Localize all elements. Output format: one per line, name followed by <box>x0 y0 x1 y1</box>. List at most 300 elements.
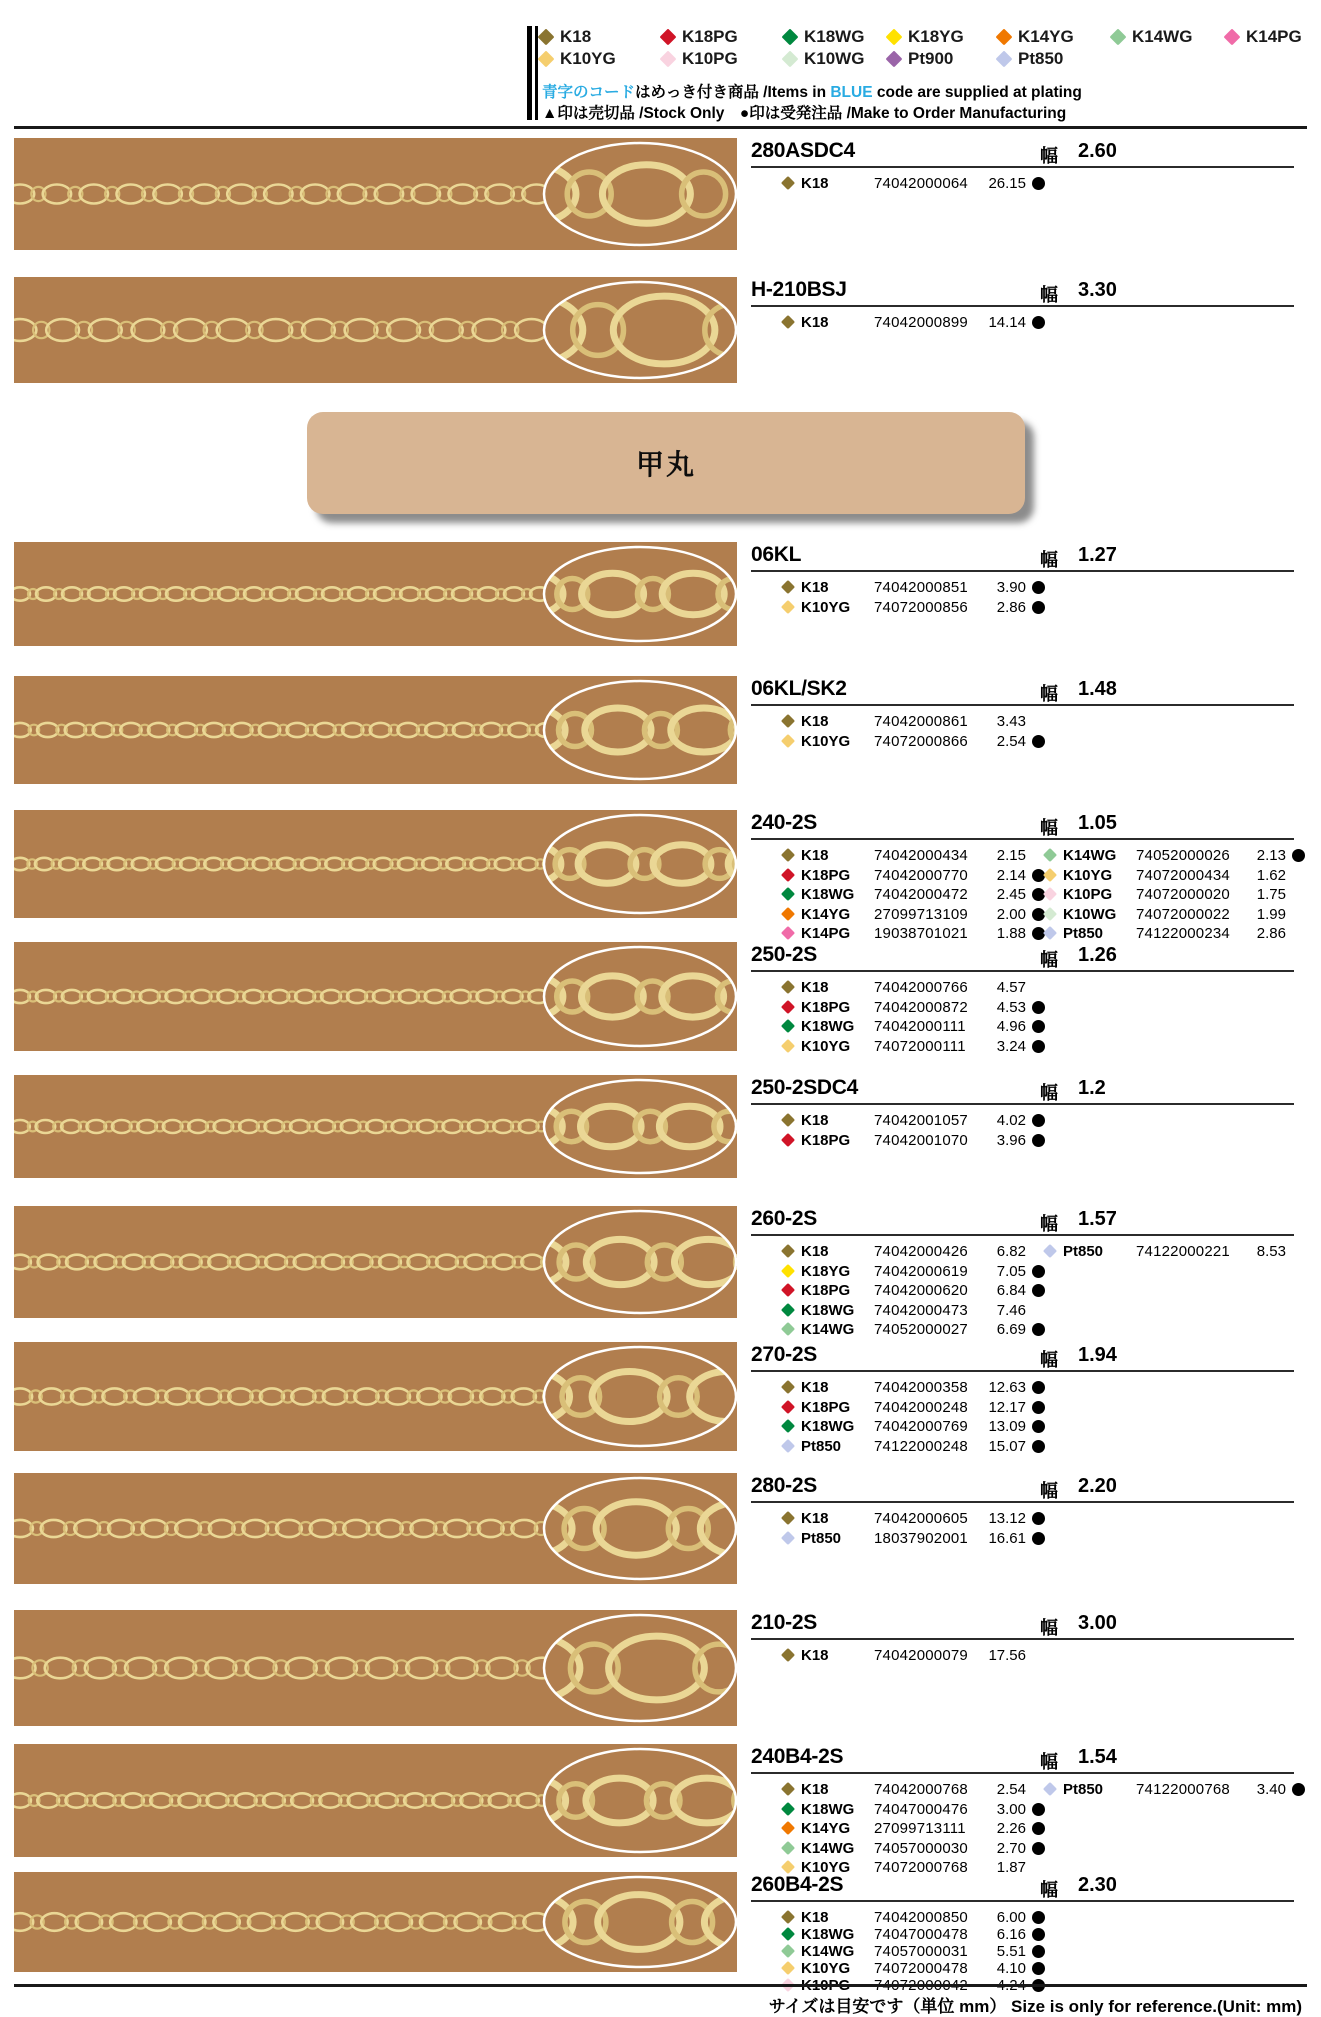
material-weight: 6.00 <box>996 1909 1026 1926</box>
made-to-order-dot-icon <box>1032 1911 1045 1924</box>
material-row <box>0 579 1321 597</box>
title-underline <box>751 1772 1294 1774</box>
material-item-code: 74042000473 <box>874 1301 968 1319</box>
material-weight: 12.17 <box>988 1398 1026 1416</box>
material-diamond-icon <box>781 1283 795 1297</box>
legend-item-k18wg <box>784 27 864 47</box>
material-weight: 4.57 <box>996 979 1026 996</box>
material-label: K18YG <box>801 1262 851 1280</box>
width-value: 1.54 <box>1078 1746 1117 1768</box>
material-weight: 6.82 <box>996 1243 1026 1260</box>
material-diamond-icon <box>781 1263 795 1277</box>
title-underline <box>751 1234 1294 1236</box>
material-label: K10YG <box>801 598 851 616</box>
material-diamond-icon <box>781 733 795 747</box>
material-diamond-icon <box>781 1511 795 1525</box>
material-row <box>0 175 1321 193</box>
material-row <box>0 1510 1321 1528</box>
legend-item-k18pg <box>662 27 738 47</box>
material-weight: 6.84 <box>996 1282 1026 1299</box>
divider-bar-thick <box>527 26 532 120</box>
legend-item-k10pg <box>662 49 738 69</box>
material-label: K14PG <box>801 925 851 942</box>
chain-magnifier-image <box>14 1473 737 1584</box>
material-weight: 13.09 <box>988 1418 1026 1435</box>
material-diamond-icon <box>781 1113 795 1127</box>
material-row <box>0 867 1321 885</box>
width-label: 幅 <box>1040 146 1058 166</box>
material-row <box>0 925 1321 943</box>
material-diamond-icon <box>781 1801 795 1815</box>
material-weight: 4.53 <box>996 998 1026 1016</box>
width-label: 幅 <box>1040 1752 1058 1772</box>
material-label: K10YG <box>801 1037 851 1055</box>
material-weight: 2.45 <box>996 886 1026 903</box>
material-weight: 7.46 <box>996 1301 1026 1319</box>
material-weight: 3.00 <box>996 1800 1026 1818</box>
diamond-icon <box>996 29 1013 46</box>
material-weight: 17.56 <box>988 1647 1026 1664</box>
product-code: 240B4-2S <box>751 1745 844 1768</box>
material-row <box>0 1132 1321 1150</box>
material-row <box>0 1820 1321 1838</box>
material-label: K18 <box>801 1647 829 1664</box>
made-to-order-dot-icon <box>1292 1783 1305 1796</box>
material-diamond-icon <box>781 1438 795 1452</box>
material-item-code: 74052000027 <box>874 1321 968 1338</box>
legend-item-label: K10WG <box>804 49 865 68</box>
made-to-order-dot-icon <box>1032 1842 1045 1855</box>
material-diamond-icon <box>781 714 795 728</box>
made-to-order-dot-icon <box>1032 581 1045 594</box>
width-value: 1.57 <box>1078 1208 1117 1230</box>
material-weight: 1.99 <box>1256 905 1286 923</box>
material-weight: 2.14 <box>996 866 1026 884</box>
material-item-code: 74047000476 <box>874 1800 968 1818</box>
width-label: 幅 <box>1040 1481 1058 1501</box>
product-code: 260B4-2S <box>751 1873 844 1896</box>
product-code: 270-2S <box>751 1343 817 1366</box>
material-diamond-icon <box>781 1019 795 1033</box>
material-item-code: 74042000768 <box>874 1781 968 1798</box>
material-row <box>0 1926 1321 1944</box>
width-label: 幅 <box>1040 1214 1058 1234</box>
material-row <box>0 314 1321 332</box>
width-label: 幅 <box>1040 1618 1058 1638</box>
material-label: K18PG <box>801 1398 851 1416</box>
title-underline <box>751 305 1294 307</box>
material-row <box>0 1960 1321 1978</box>
material-weight: 4.96 <box>996 1018 1026 1035</box>
material-label: Pt850 <box>1063 925 1104 942</box>
title-underline <box>751 1103 1294 1105</box>
legend-item-k10wg <box>784 49 864 69</box>
title-underline <box>751 166 1294 168</box>
material-weight: 3.24 <box>996 1037 1026 1055</box>
material-item-code: 74042000434 <box>874 847 968 864</box>
legend-item-pt900 <box>888 49 953 69</box>
width-label: 幅 <box>1040 818 1058 838</box>
legend-item-label: K18PG <box>682 27 738 46</box>
product-code: 250-2SDC4 <box>751 1076 859 1099</box>
legend-item-k14pg <box>1226 27 1302 47</box>
product-code: 260-2S <box>751 1207 817 1230</box>
material-item-code: 74042000872 <box>874 998 968 1016</box>
material-weight: 2.00 <box>996 905 1026 923</box>
made-to-order-dot-icon <box>1032 1265 1045 1278</box>
material-item-code: 19038701021 <box>874 925 968 942</box>
material-item-code: 74072000856 <box>874 598 968 616</box>
width-value: 1.26 <box>1078 944 1117 966</box>
material-weight: 1.62 <box>1256 866 1286 884</box>
made-to-order-dot-icon <box>1032 1928 1045 1941</box>
material-diamond-icon <box>781 315 795 329</box>
material-item-code: 74042000769 <box>874 1418 968 1435</box>
material-weight: 1.87 <box>996 1859 1026 1876</box>
material-row <box>0 1321 1321 1339</box>
material-label: K18PG <box>801 866 851 884</box>
material-label: K18 <box>801 847 829 864</box>
material-item-code: 74057000031 <box>874 1943 968 1960</box>
material-label: K18 <box>801 1781 829 1798</box>
material-diamond-icon <box>781 1944 795 1958</box>
legend-item-label: K14WG <box>1132 27 1193 46</box>
width-value: 1.27 <box>1078 544 1117 566</box>
title-underline <box>751 1501 1294 1503</box>
material-label: K18 <box>801 713 829 730</box>
made-to-order-dot-icon <box>1032 601 1045 614</box>
material-item-code: 74072000111 <box>874 1037 966 1055</box>
material-diamond-icon <box>1043 1244 1057 1258</box>
material-label: K10YG <box>801 732 851 750</box>
plating-note <box>542 80 1082 102</box>
material-diamond-icon <box>1043 906 1057 920</box>
material-row <box>0 886 1321 904</box>
material-item-code: 74042000770 <box>874 866 968 884</box>
diamond-icon <box>660 29 677 46</box>
material-label: Pt850 <box>801 1437 842 1455</box>
material-item-code: 74042000064 <box>874 175 968 192</box>
title-underline <box>751 1370 1294 1372</box>
material-diamond-icon <box>781 1648 795 1662</box>
material-item-code: 74042000851 <box>874 579 968 596</box>
made-to-order-dot-icon <box>1032 1323 1045 1336</box>
width-label: 幅 <box>1040 684 1058 704</box>
diamond-icon <box>886 29 903 46</box>
material-label: K18 <box>801 1243 829 1260</box>
material-row <box>0 1438 1321 1456</box>
material-item-code: 74072000020 <box>1136 886 1230 903</box>
width-value: 1.2 <box>1078 1077 1106 1099</box>
material-label: K10YG <box>801 1859 851 1876</box>
chain-magnifier-image <box>14 1610 737 1726</box>
material-weight: 2.86 <box>996 598 1026 616</box>
width-label: 幅 <box>1040 550 1058 570</box>
material-row <box>0 1112 1321 1130</box>
material-row <box>0 906 1321 924</box>
material-weight: 6.69 <box>996 1321 1026 1338</box>
material-diamond-icon <box>781 1419 795 1433</box>
material-item-code: 74122000248 <box>874 1437 968 1455</box>
width-label: 幅 <box>1040 950 1058 970</box>
material-weight: 3.96 <box>996 1131 1026 1149</box>
material-row <box>0 1418 1321 1436</box>
title-underline <box>751 1900 1294 1902</box>
material-diamond-icon <box>781 599 795 613</box>
title-underline <box>751 970 1294 972</box>
material-item-code: 74042000111 <box>874 1018 966 1035</box>
width-label: 幅 <box>1040 1083 1058 1103</box>
material-item-code: 74042000766 <box>874 979 968 996</box>
material-diamond-icon <box>1043 926 1057 940</box>
material-item-code: 74042000620 <box>874 1282 968 1299</box>
plating-note-blue-en: BLUE <box>830 84 873 101</box>
made-to-order-dot-icon <box>1032 1512 1045 1525</box>
material-diamond-icon <box>781 1927 795 1941</box>
made-to-order-dot-icon <box>1032 735 1045 748</box>
material-label: K10WG <box>1063 905 1117 923</box>
material-diamond-icon <box>781 980 795 994</box>
diamond-icon <box>782 51 799 68</box>
material-label: K18PG <box>801 1131 851 1149</box>
footer-rule <box>14 1984 1307 1987</box>
material-row <box>0 1379 1321 1397</box>
legend-item-label: K18WG <box>804 27 865 46</box>
material-row <box>0 1282 1321 1300</box>
material-item-code: 74042000248 <box>874 1398 968 1416</box>
material-diamond-icon <box>1043 867 1057 881</box>
made-to-order-dot-icon <box>1032 1284 1045 1297</box>
made-to-order-dot-icon <box>1032 1134 1045 1147</box>
material-item-code: 74042000358 <box>874 1379 968 1396</box>
material-row <box>0 1781 1321 1799</box>
plating-note-blue-jp: 青字のコード <box>542 84 636 101</box>
material-row <box>0 1038 1321 1056</box>
material-weight: 3.90 <box>996 579 1026 596</box>
made-to-order-dot-icon <box>1032 1945 1045 1958</box>
chain-photo <box>14 138 737 250</box>
made-to-order-dot-icon <box>1032 1001 1045 1014</box>
chain-photo <box>14 1610 737 1726</box>
legend-item-k18yg <box>888 27 964 47</box>
material-diamond-icon <box>781 1961 795 1975</box>
material-label: K14YG <box>801 905 851 923</box>
product-code: 280-2S <box>751 1474 817 1497</box>
material-diamond-icon <box>1043 887 1057 901</box>
product-code: 280ASDC4 <box>751 139 855 162</box>
material-item-code: 74042000861 <box>874 713 968 730</box>
width-label: 幅 <box>1040 1350 1058 1370</box>
material-row <box>0 1909 1321 1927</box>
made-to-order-dot-icon <box>1032 1020 1045 1033</box>
width-value: 3.00 <box>1078 1612 1117 1634</box>
material-label: Pt850 <box>801 1529 842 1547</box>
material-item-code: 74072000434 <box>1136 866 1230 884</box>
material-diamond-icon <box>781 1530 795 1544</box>
material-weight: 2.15 <box>996 847 1026 864</box>
material-label: K18 <box>801 1909 829 1926</box>
product-code: 06KL <box>751 543 802 566</box>
material-item-code: 18037902001 <box>874 1529 968 1547</box>
made-to-order-dot-icon <box>1032 1401 1045 1414</box>
diamond-icon <box>996 51 1013 68</box>
made-to-order-dot-icon <box>1032 1822 1045 1835</box>
legend-item-label: K18YG <box>908 27 964 46</box>
material-item-code: 74122000234 <box>1136 925 1230 942</box>
material-label: K18WG <box>801 1800 855 1818</box>
made-to-order-dot-icon <box>1032 316 1045 329</box>
legend-item-label: K14YG <box>1018 27 1074 46</box>
material-row <box>0 1243 1321 1261</box>
material-weight: 2.86 <box>1256 925 1286 942</box>
material-weight: 15.07 <box>988 1437 1026 1455</box>
diamond-icon <box>782 29 799 46</box>
material-row <box>0 979 1321 997</box>
material-label: K10PG <box>1063 886 1113 903</box>
material-item-code: 74042000619 <box>874 1262 968 1280</box>
material-label: K14WG <box>801 1839 855 1857</box>
material-row <box>0 733 1321 751</box>
material-label: K18WG <box>801 886 855 903</box>
material-item-code: 74042000079 <box>874 1647 968 1664</box>
made-to-order-dot-icon <box>1032 1040 1045 1053</box>
material-item-code: 27099713111 <box>874 1820 966 1837</box>
product-code: 240-2S <box>751 811 817 834</box>
material-weight: 12.63 <box>988 1379 1026 1396</box>
material-item-code: 74122000221 <box>1136 1243 1230 1260</box>
material-row <box>0 1647 1321 1665</box>
section-banner: 甲丸 <box>307 412 1025 514</box>
material-label: Pt850 <box>1063 1781 1104 1798</box>
title-underline <box>751 570 1294 572</box>
material-weight: 1.88 <box>996 925 1026 942</box>
material-item-code: 74072000022 <box>1136 905 1230 923</box>
material-weight: 2.70 <box>996 1839 1026 1857</box>
width-value: 1.48 <box>1078 678 1117 700</box>
width-label: 幅 <box>1040 1880 1058 1900</box>
material-item-code: 74072000768 <box>874 1859 968 1876</box>
material-item-code: 74122000768 <box>1136 1781 1230 1798</box>
material-label: K10YG <box>801 1960 851 1977</box>
stock-note: ▲印は売切品 /Stock Only ●印は受発注品 /Make to Order Manufacturing <box>542 105 1067 122</box>
width-value: 2.30 <box>1078 1874 1117 1896</box>
material-weight: 3.40 <box>1256 1781 1286 1798</box>
legend-item-k14wg <box>1112 27 1192 47</box>
material-item-code: 74072000866 <box>874 732 968 750</box>
material-label: K18 <box>801 1379 829 1396</box>
made-to-order-dot-icon <box>1032 1114 1045 1127</box>
material-diamond-icon <box>781 1302 795 1316</box>
material-diamond-icon <box>781 1132 795 1146</box>
material-row <box>0 1399 1321 1417</box>
material-weight: 4.02 <box>996 1112 1026 1129</box>
width-value: 3.30 <box>1078 279 1117 301</box>
material-item-code: 74057000030 <box>874 1839 968 1857</box>
legend-item-label: K10PG <box>682 49 738 68</box>
material-weight: 2.54 <box>996 732 1026 750</box>
diamond-icon <box>1110 29 1127 46</box>
chain-magnifier-image <box>14 138 737 250</box>
material-weight: 2.54 <box>996 1781 1026 1798</box>
diamond-icon <box>538 51 555 68</box>
material-label: K14WG <box>801 1943 855 1960</box>
material-diamond-icon <box>781 1910 795 1924</box>
material-label: K18 <box>801 579 829 596</box>
legend-item-label: K10YG <box>560 49 616 68</box>
legend-item-pt850 <box>998 49 1063 69</box>
material-diamond-icon <box>781 1860 795 1874</box>
material-weight: 26.15 <box>988 175 1026 192</box>
material-label: Pt850 <box>1063 1243 1104 1260</box>
legend-item-label: Pt900 <box>908 49 954 68</box>
width-value: 1.94 <box>1078 1344 1117 1366</box>
divider-bar-thin <box>535 26 538 120</box>
material-weight: 6.16 <box>996 1926 1026 1943</box>
material-label: K14YG <box>801 1820 851 1837</box>
material-row <box>0 1263 1321 1281</box>
material-diamond-icon <box>1043 1782 1057 1796</box>
material-item-code: 27099713109 <box>874 905 968 923</box>
material-label: K18WG <box>801 1018 855 1035</box>
made-to-order-dot-icon <box>1032 1440 1045 1453</box>
diamond-icon <box>660 51 677 68</box>
material-row <box>0 599 1321 617</box>
product-code: 210-2S <box>751 1611 817 1634</box>
material-label: K10YG <box>1063 866 1113 884</box>
material-item-code: 74042000605 <box>874 1510 968 1527</box>
material-label: K14WG <box>801 1321 855 1338</box>
material-diamond-icon <box>1043 848 1057 862</box>
material-weight: 2.26 <box>996 1820 1026 1837</box>
diamond-icon <box>538 29 555 46</box>
material-diamond-icon <box>781 1399 795 1413</box>
material-diamond-icon <box>781 580 795 594</box>
material-item-code: 74052000026 <box>1136 847 1230 864</box>
material-row <box>0 1530 1321 1548</box>
material-weight: 7.05 <box>996 1262 1026 1280</box>
material-diamond-icon <box>781 1821 795 1835</box>
made-to-order-dot-icon <box>1292 849 1305 862</box>
material-diamond-icon <box>781 1380 795 1394</box>
material-label: K18 <box>801 1112 829 1129</box>
material-weight: 5.51 <box>996 1943 1026 1960</box>
width-value: 2.20 <box>1078 1475 1117 1497</box>
material-label: K18WG <box>801 1418 855 1435</box>
made-to-order-dot-icon <box>1032 177 1045 190</box>
legend-item-k10yg <box>540 49 616 69</box>
material-item-code: 74042001057 <box>874 1112 968 1129</box>
title-underline <box>751 1638 1294 1640</box>
material-row <box>0 847 1321 865</box>
material-label: K18WG <box>801 1301 855 1319</box>
product-code: 250-2S <box>751 943 817 966</box>
material-label: K18 <box>801 314 829 331</box>
material-item-code: 74042000850 <box>874 1909 968 1926</box>
material-diamond-icon <box>781 176 795 190</box>
material-label: K18WG <box>801 1926 855 1943</box>
material-label: K18PG <box>801 998 851 1016</box>
width-label: 幅 <box>1040 285 1058 305</box>
material-item-code: 74042000426 <box>874 1243 968 1260</box>
material-row <box>0 1302 1321 1320</box>
legend-item-label: K18 <box>560 27 592 46</box>
material-row <box>0 1840 1321 1858</box>
plating-note-en: code are supplied at plating <box>872 84 1082 101</box>
material-label: K18PG <box>801 1282 851 1299</box>
material-row <box>0 1801 1321 1819</box>
legend-item-k14yg <box>998 27 1074 47</box>
material-row <box>0 999 1321 1017</box>
